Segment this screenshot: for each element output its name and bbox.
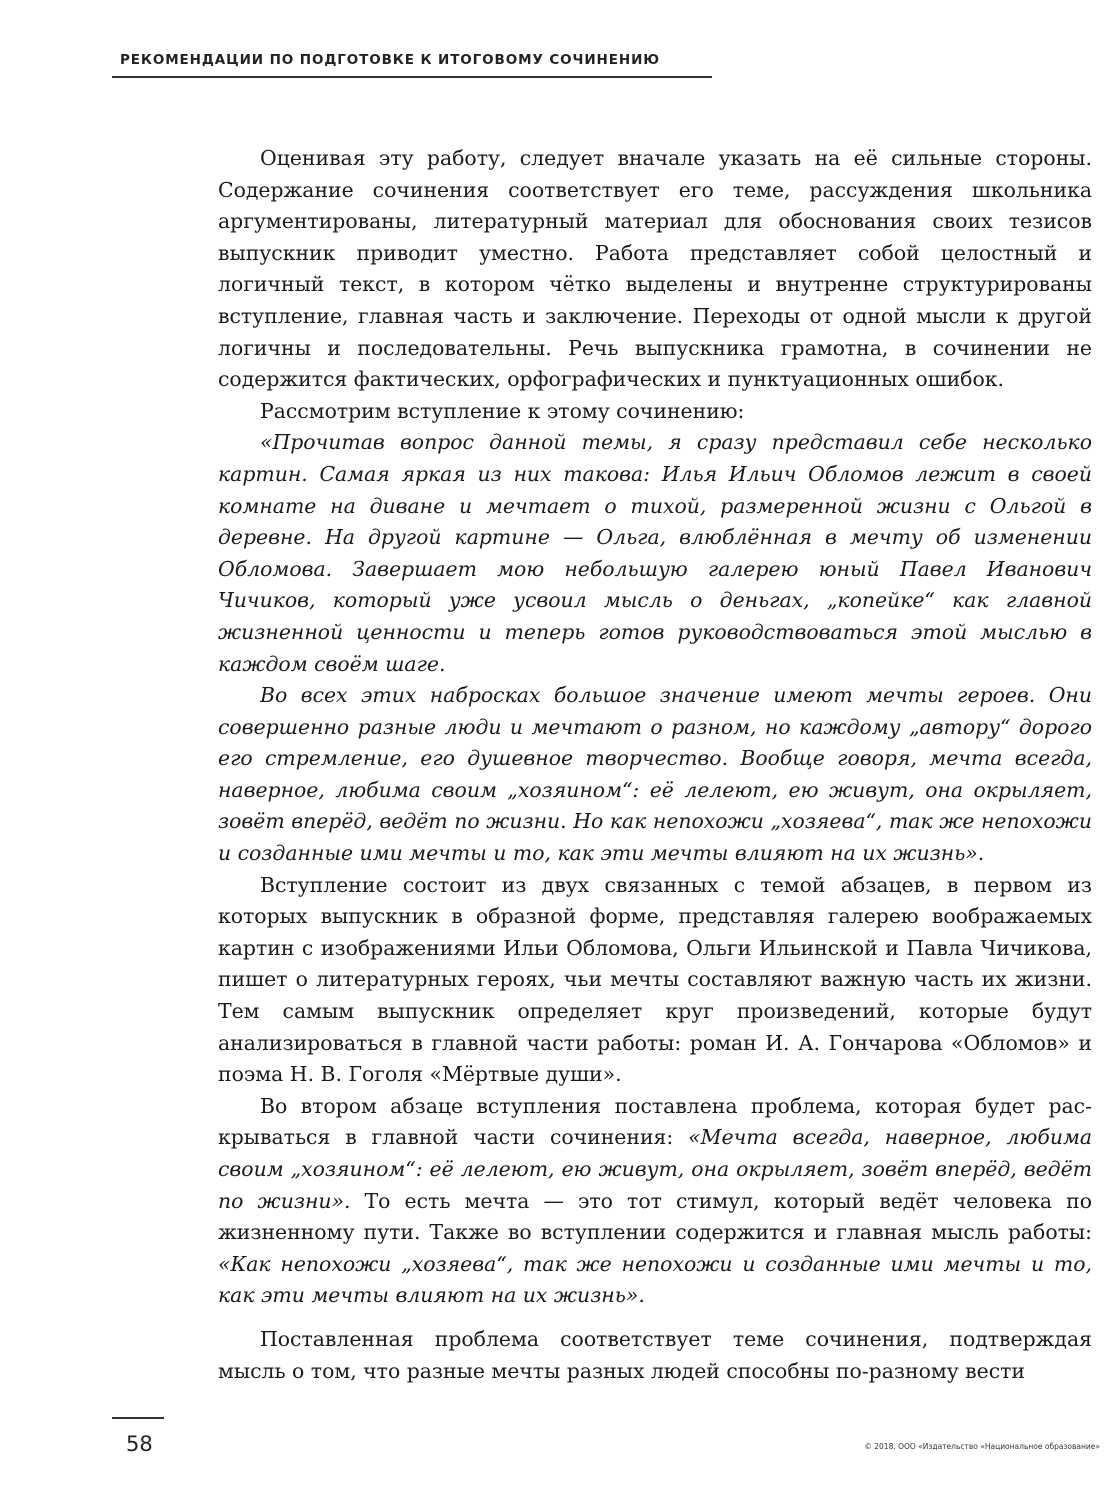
paragraph-problem: Поставленная проблема соответствует теме сочинения, подтверждая мысль о том, что разные мечты разных людей способны по-разному вести <box>218 1326 1092 1383</box>
paragraph-second-abstract <box>218 1091 1092 1312</box>
page-body <box>218 143 1092 1387</box>
paragraph-intro-lead: Рассмотрим вступление к этому сочинению: <box>260 398 745 423</box>
quote-text: «Прочитав вопрос данной темы, я сразу представил себе несколько картин. Самая яркая из них такова: Илья Ильич Обломов лежит в своей комнате на диване и мечтает о тихой, размеренной жизни с Ольгой в деревне. На другой картине — Ольга, влюблённая в мечту об изменении Обломова. Завершает мою небольшую галерею юный Павел Иванович Чичиков, который уже усвоил мысль о деньгах, „копейке“ как главной жизненной ценности и теперь готов руководствоваться этой мыслью в каждом своём шаге. <box>218 430 1092 676</box>
running-header-title: РЕКОМЕНДАЦИИ ПО ПОДГОТОВКЕ К ИТОГОВОМУ СОЧИНЕНИЮ <box>120 52 661 68</box>
paragraph-intro-analysis: Вступление состоит из двух связанных с темой абзацев, в первом из которых выпускник в образной форме, представляя галерею воображаемых картин с изображениями Ильи Обломова, Ольги Ильинской и Павла Чичикова, пишет о литературных героях, чьи мечты составляют важную часть их жизни. Тем самым выпускник определяет круг произведений, которые будут анализироваться в главной части работы: роман И. А. Гончарова «Обломов» и поэма Н. В. Гоголя «Мёртвые души». <box>218 872 1092 1087</box>
page-number: 58 <box>126 1432 153 1456</box>
text-run: То есть мечта — это тот стимул, который ведёт человека по жизненному пути. Также во вступлении содержится и главная мысль работы: <box>218 1188 1092 1245</box>
quote-run: «Как непохожи „хозяева“, так же непохожи и созданные ими мечты и то, как эти мечты влияют на их жизнь» <box>218 1251 1092 1308</box>
quote-intro-second <box>218 680 1092 870</box>
quote-intro-first <box>218 427 1092 680</box>
paragraph-evaluation: Оценивая эту работу, следует вначале указать на её сильные стороны. Содержание сочинения соответствует его теме, рассуждения школьника аргументированы, литературный материал для обоснования своих тезисов выпускник приводит уместно. Работа представляет собой целостный и логичный текст, в котором чётко выделены и внутренне структурированы вступление, главная часть и заключение. Переходы от одной мысли к другой логичны и последовательны. Речь выпускника грамотна, в сочинении не содержится фактических, орфографических и пунктуационных ошибок. <box>218 146 1092 392</box>
copyright-notice: © 2018. ООО «Издательство «Национальное образование» <box>864 1442 1100 1451</box>
running-header <box>120 52 700 68</box>
text-run: Во втором абзаце вступления поставлена проблема, которая будет раскрываться в главной части сочинения: <box>218 1093 1092 1150</box>
header-divider <box>112 76 712 78</box>
quote-run: «Мечта всегда, наверное, любима своим „хозяином“: её лелеют, ею живут, она окрыляет, зовёт вперёд, ведёт по жизни». <box>218 1125 1093 1213</box>
text-run: . <box>638 1283 645 1308</box>
quote-text: Во всех этих набросках большое значение имеют мечты героев. Они совершенно разные люди и мечтают о разном, но каждому „автору“ дорого его стремление, его душевное творчество. Вообще говоря, мечта всегда, наверное, любима своим „хозяином“: её лелеют, ею живут, она окрыляет, зовёт вперёд, ведёт по жизни. Но как непохожи „хозяева“, так же непохожи и созданные ими мечты и то, как эти мечты влияют на их жизнь». <box>218 683 1092 866</box>
footer-divider <box>112 1417 164 1419</box>
